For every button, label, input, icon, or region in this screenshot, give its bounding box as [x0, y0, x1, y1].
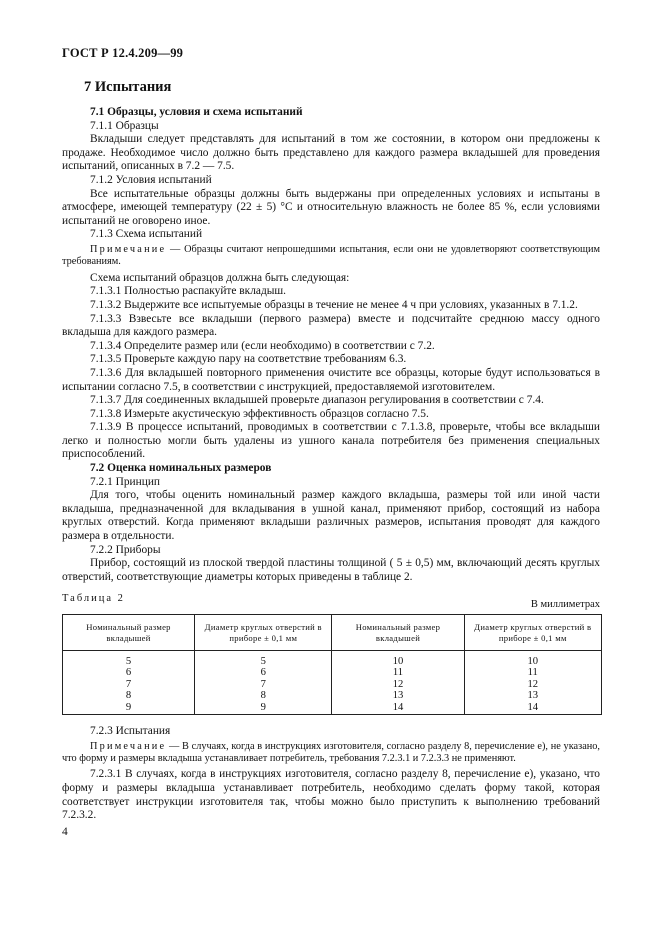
table-row	[63, 679, 602, 690]
table-cell: 6	[195, 667, 332, 678]
clause-7-2-3-1-text: 7.2.3.1 В случаях, когда в инструкциях изготовителя, согласно разделу 8, перечисление е), указано, что форму и размеры вкладыша устанавливает потребитель, необходимо сделать форму такой, которая соответствует инструкции изготовителя так, чтобы можно было приступить к выполнению требований 7.2.3.2.	[62, 768, 600, 822]
clause-7-2-2-text: Прибор, состоящий из плоской твердой пластины толщиной ( 5 ± 0,5) мм, включающий десять круглых отверстий, соответствующие диаметры которых приведены в таблице 2.	[62, 557, 600, 583]
table-header: Диаметр круглых отверстий в приборе ± 0,1 мм	[464, 615, 601, 651]
step-7-1-3-5: 7.1.3.5 Проверьте каждую пару на соответствие требованиям 6.3.	[90, 353, 407, 366]
clause-7-2-3: 7.2.3 Испытания	[90, 725, 171, 738]
clause-7-2-2: 7.2.2 Приборы	[90, 543, 161, 556]
table-row	[63, 702, 602, 715]
table-row	[63, 690, 602, 701]
table-row	[63, 667, 602, 678]
table-2	[62, 614, 602, 715]
step-7-1-3-8: 7.1.3.8 Измерьте акустическую эффективность образцов согласно 7.5.	[90, 407, 429, 420]
note-2-text: — В случаях, когда в инструкциях изготовителя, согласно разделу 8, перечисление е), не указано, что форму и размеры вкладыша устанавливает потребитель, требования 7.2.3.1 и 7.2.3.3 не применяют.	[62, 740, 600, 765]
section-title: 7 Испытания	[84, 79, 172, 95]
table-cell: 5	[63, 651, 195, 668]
table-cell: 13	[464, 690, 601, 701]
table-cell: 5	[195, 651, 332, 668]
step-7-1-3-9: 7.1.3.9 В процессе испытаний, проводимых в соответствии с 7.1.3.8, проверьте, чтобы все вкладыши легко и полностью могли быть удалены из ушного канала потребителя без применения специальных приспособлений.	[62, 421, 600, 461]
clause-7-1-2: 7.1.2 Условия испытаний	[90, 173, 212, 186]
table-cell: 9	[195, 702, 332, 715]
subsection-7-1-title: 7.1 Образцы, условия и схема испытаний	[90, 106, 303, 118]
table-cell: 12	[332, 679, 464, 690]
clause-7-2-1-text: Для того, чтобы оценить номинальный размер каждого вкладыша, размеры той или иной части вкладыша, предназначенной для вкладывания в ушной канал, применяют прибор, состоящий из набора круглых отверстий. Когда применяют вкладыши различных размеров, испытания проводят для каждого размера в отдельности.	[62, 489, 600, 543]
table-cell: 13	[332, 690, 464, 701]
page-number: 4	[62, 826, 68, 838]
clause-7-2-1: 7.2.1 Принцип	[90, 475, 161, 488]
step-7-1-3-1: 7.1.3.1 Полностью распакуйте вкладыш.	[90, 285, 287, 298]
table-cell: 11	[464, 667, 601, 678]
table-header: Номинальный размер вкладышей	[332, 615, 464, 651]
clause-7-1-1-text: Вкладыши следует представлять для испытаний в том же состоянии, в котором они предложены к продаже. Необходимое число должно быть представлено для каждого размера вкладышей для проведения испытаний, описанных в 7.2 — 7.5.	[62, 133, 600, 173]
page-content	[62, 72, 600, 823]
table-cell: 6	[63, 667, 195, 678]
clause-7-1-3: 7.1.3 Схема испытаний	[90, 228, 203, 241]
table-caption: Таблица 2	[62, 593, 125, 605]
table-cell: 11	[332, 667, 464, 678]
table-header-row	[63, 615, 602, 651]
table-cell: 10	[464, 651, 601, 668]
table-cell: 12	[464, 679, 601, 690]
table-header: Номинальный размер вкладышей	[63, 615, 195, 651]
table-cell: 9	[63, 702, 195, 715]
subsection-7-2-title: 7.2 Оценка номинальных размеров	[90, 462, 272, 475]
table-cell: 14	[332, 702, 464, 715]
table-header: Диаметр круглых отверстий в приборе ± 0,1 мм	[195, 615, 332, 651]
table-cell: 7	[195, 679, 332, 690]
note-1-label: Примечание	[90, 243, 167, 255]
clause-7-1-1: 7.1.1 Образцы	[90, 119, 159, 132]
table-cell: 8	[63, 690, 195, 701]
step-7-1-3-7: 7.1.3.7 Для соединенных вкладышей проверьте диапазон регулирования в соответствии с 7.4.	[90, 394, 544, 407]
scheme-intro: Схема испытаний образцов должна быть следующая:	[90, 271, 350, 284]
table-cell: 14	[464, 702, 601, 715]
page-header: ГОСТ Р 12.4.209—99	[62, 46, 184, 60]
note-1	[62, 244, 600, 269]
step-7-1-3-3: 7.1.3.3 Взвесьте все вкладыши (первого размера) вместе и подсчитайте среднюю массу одного вкладыша для каждого размера.	[62, 312, 600, 339]
step-7-1-3-4: 7.1.3.4 Определите размер или (если необходимо) в соответствии с 7.2.	[90, 339, 435, 352]
table-units: В миллиметрах	[530, 599, 600, 611]
step-7-1-3-2: 7.1.3.2 Выдержите все испытуемые образцы в течение не менее 4 ч при условиях, указанных в 7.1.2.	[90, 298, 578, 311]
table-cell: 10	[332, 651, 464, 668]
table-row	[63, 651, 602, 668]
table-caption-row	[62, 592, 600, 611]
table-cell: 8	[195, 690, 332, 701]
note-2	[62, 741, 600, 766]
note-1-text: — Образцы считают непрошедшими испытания, если они не удовлетворяют соответствующим требованиям.	[62, 243, 600, 268]
note-2-label: Примечание	[90, 740, 167, 752]
step-7-1-3-6: 7.1.3.6 Для вкладышей повторного применения очистите все образцы, которые будут использоваться в испытании согласно 7.5, в соответствии с инструкцией, предоставляемой изготовителем.	[62, 366, 600, 393]
clause-7-1-2-text: Все испытательные образцы должны быть выдержаны при определенных условиях и испытаны в атмосфере, имеющей температуру (22 ± 5) °С и относительную влажность не более 85 %, если условиями испытаний не оговорено иное.	[62, 187, 600, 227]
table-cell: 7	[63, 679, 195, 690]
